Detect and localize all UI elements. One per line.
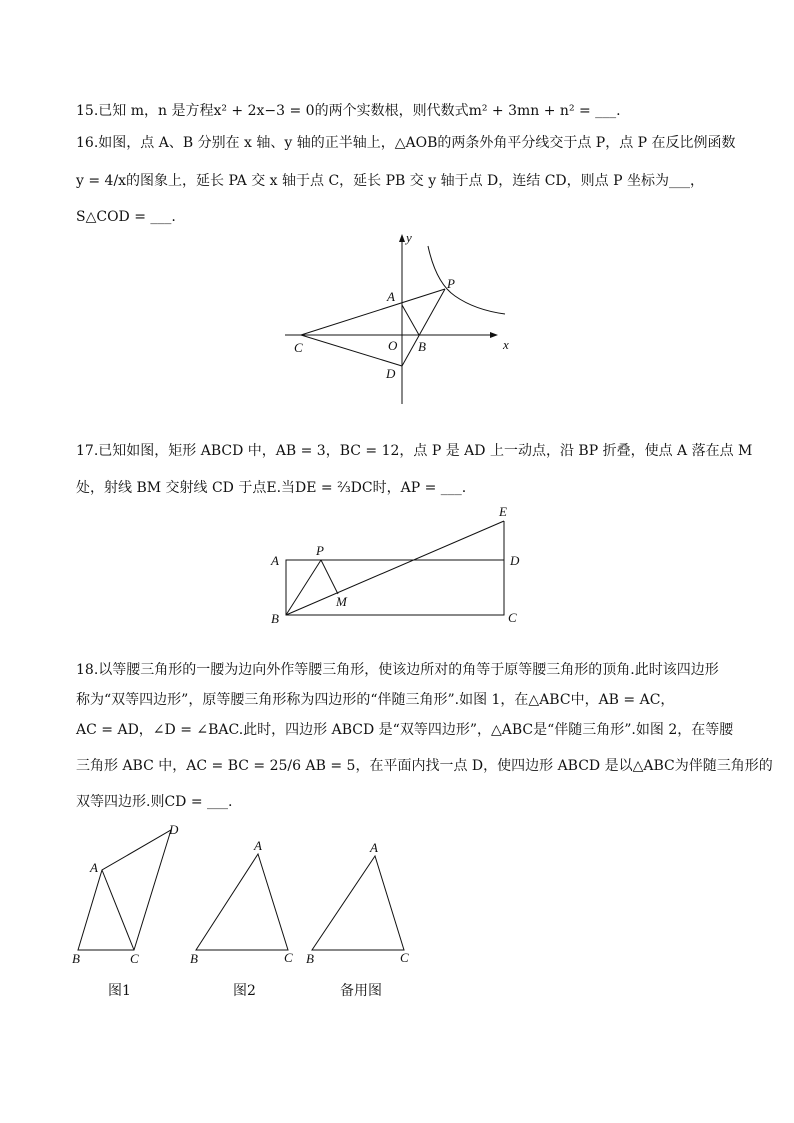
label-D: D — [510, 553, 520, 568]
label-D: D — [386, 366, 396, 381]
label-C: C — [284, 950, 293, 965]
label-C: C — [508, 610, 517, 625]
label-x: x — [503, 337, 509, 352]
label-P: P — [447, 276, 455, 291]
line-AB — [402, 305, 419, 335]
figure-1-caption: 图1 — [108, 983, 131, 999]
problem-18-line-5: 双等四边形.则CD = ___. — [76, 794, 233, 810]
problem-18-line-4: 三角形 ABC 中，AC = BC = 25/6 AB = 5，在平面内找一点 D，使四边形 ABCD 是以△ABC为伴随三角形的 — [76, 758, 773, 774]
label-C: C — [400, 950, 409, 965]
label-P: P — [316, 543, 324, 558]
label-C: C — [294, 340, 303, 355]
y-axis-arrow — [399, 234, 405, 242]
quadrilateral-ABCD — [78, 830, 171, 950]
line-CD — [301, 335, 402, 366]
figure-16-coordinate-diagram — [270, 228, 520, 408]
figure-18-2-diagram — [184, 836, 300, 970]
label-C: C — [130, 951, 139, 966]
label-B: B — [306, 951, 314, 966]
problem-18-line-3: AC = AD，∠D = ∠BAC.此时，四边形 ABCD 是“双等四边形”，△ABC是“伴随三角形”.如图 2，在等腰 — [76, 722, 734, 738]
backup-figure-caption: 备用图 — [340, 983, 382, 999]
line-PM — [321, 560, 338, 594]
problem-16-line-2: y = 4/x的图象上，延长 PA 交 x 轴于点 C，延长 PB 交 y 轴于点 D，连结 CD，则点 P 坐标为___， — [76, 173, 704, 189]
line-AC — [102, 870, 134, 950]
hyperbola-curve — [428, 246, 505, 314]
label-A: A — [370, 840, 378, 855]
line-BE — [286, 521, 504, 615]
figure-17-rectangle-diagram — [262, 502, 532, 630]
problem-17-line-1: 17.已知如图，矩形 ABCD 中，AB = 3，BC = 12，点 P 是 AD 上一动点，沿 BP 折叠，使点 A 落在点 M — [76, 443, 753, 459]
label-B: B — [190, 951, 198, 966]
label-A: A — [90, 860, 98, 875]
figure-18-1-diagram — [66, 820, 188, 970]
label-B: B — [418, 339, 426, 354]
label-A: A — [387, 289, 395, 304]
label-M: M — [336, 594, 347, 609]
label-A: A — [271, 553, 279, 568]
label-O: O — [388, 338, 398, 353]
line-BP — [286, 560, 321, 615]
problem-18-line-2: 称为“双等四边形”，原等腰三角形称为四边形的“伴随三角形”.如图 1，在△ABC中，AB = AC， — [76, 692, 675, 708]
triangle-ABC — [312, 856, 404, 950]
problem-15-text: 15.已知 m，n 是方程x² + 2x−3 = 0的两个实数根，则代数式m² + 3mn + n² = ___. — [76, 103, 621, 119]
label-D: D — [169, 822, 179, 837]
problem-18-line-1: 18.以等腰三角形的一腰为边向外作等腰三角形，使该边所对的角等于原等腰三角形的顶角.此时该四边形 — [76, 662, 719, 678]
triangle-ABC — [196, 854, 288, 950]
x-axis-arrow — [490, 332, 498, 338]
problem-17-line-2: 处，射线 BM 交射线 CD 于点E.当DE = ⅔DC时，AP = ___. — [76, 480, 467, 496]
problem-16-line-1: 16.如图，点 A、B 分别在 x 轴、y 轴的正半轴上，△AOB的两条外角平分线交于点 P，点 P 在反比例函数 — [76, 135, 736, 151]
label-E: E — [499, 504, 507, 519]
label-B: B — [72, 951, 80, 966]
label-B: B — [271, 611, 279, 626]
figure-2-caption: 图2 — [233, 983, 256, 999]
label-y: y — [406, 230, 412, 245]
problem-16-line-3: S△COD = ___. — [76, 209, 176, 225]
label-A: A — [254, 838, 262, 853]
figure-18-backup-diagram — [300, 838, 420, 972]
